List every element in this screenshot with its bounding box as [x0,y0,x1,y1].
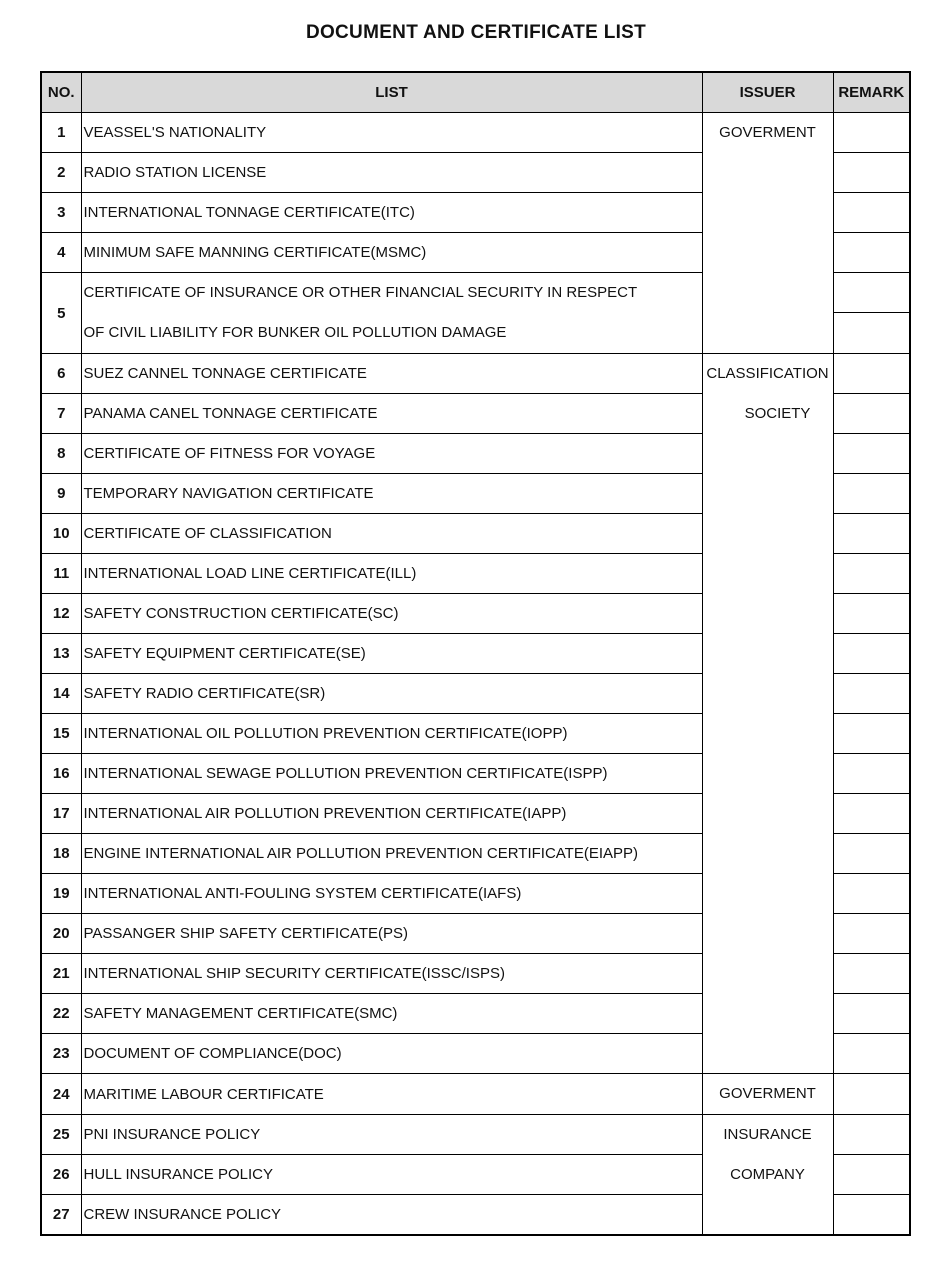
row-item: INTERNATIONAL OIL POLLUTION PREVENTION CERTIFICATE(IOPP) [81,714,702,754]
remark-cell[interactable] [833,834,910,874]
remark-cell[interactable] [833,874,910,914]
remark-cell[interactable] [833,1195,910,1236]
remark-cell[interactable] [833,113,910,153]
row-number: 20 [41,914,81,954]
row-item: INTERNATIONAL TONNAGE CERTIFICATE(ITC) [81,193,702,233]
row-item: CERTIFICATE OF FITNESS FOR VOYAGE [81,434,702,474]
remark-cell[interactable] [833,954,910,994]
remark-cell[interactable] [833,354,910,394]
row-number: 9 [41,474,81,514]
table-row [41,1074,910,1115]
row-item: VEASSEL'S NATIONALITY [81,113,702,153]
row-number: 13 [41,634,81,674]
row-item: RADIO STATION LICENSE [81,153,702,193]
row-number: 3 [41,193,81,233]
remark-cell[interactable] [833,674,910,714]
remark-cell[interactable] [833,634,910,674]
remark-cell[interactable] [833,1115,910,1155]
row-number: 23 [41,1034,81,1074]
issuer-goverment [702,1074,833,1115]
table-row [41,1115,910,1155]
row-item: PNI INSURANCE POLICY [81,1115,702,1155]
row-item: SUEZ CANNEL TONNAGE CERTIFICATE [81,354,702,394]
remark-cell[interactable] [833,1074,910,1115]
issuer-classification-society [702,354,833,1074]
row-number: 8 [41,434,81,474]
row-item: CERTIFICATE OF CLASSIFICATION [81,514,702,554]
row-item: SAFETY CONSTRUCTION CERTIFICATE(SC) [81,594,702,634]
row-number: 24 [41,1074,81,1115]
row-number: 2 [41,153,81,193]
remark-cell[interactable] [833,514,910,554]
row-number: 15 [41,714,81,754]
row-item: DOCUMENT OF COMPLIANCE(DOC) [81,1034,702,1074]
row-number: 22 [41,994,81,1034]
row-item: MINIMUM SAFE MANNING CERTIFICATE(MSMC) [81,233,702,273]
row-number: 27 [41,1195,81,1236]
row-item: SAFETY MANAGEMENT CERTIFICATE(SMC) [81,994,702,1034]
header-list: LIST [81,72,702,113]
row-item: INTERNATIONAL SHIP SECURITY CERTIFICATE(ISSC/ISPS) [81,954,702,994]
remark-cell[interactable] [833,594,910,634]
remark-cell[interactable] [833,554,910,594]
row-item: INTERNATIONAL LOAD LINE CERTIFICATE(ILL) [81,554,702,594]
remark-cell[interactable] [833,233,910,273]
row-number: 18 [41,834,81,874]
issuer-label: CLASSIFICATION [706,365,829,382]
row-number: 26 [41,1155,81,1195]
row-item: PANAMA CANEL TONNAGE CERTIFICATE [81,394,702,434]
remark-cell[interactable] [833,474,910,514]
table-row [41,354,910,394]
row-item: MARITIME LABOUR CERTIFICATE [81,1074,702,1115]
row-number: 25 [41,1115,81,1155]
remark-cell[interactable] [833,914,910,954]
row-number: 16 [41,754,81,794]
remark-cell[interactable] [833,273,910,354]
row-item: INTERNATIONAL SEWAGE POLLUTION PREVENTION CERTIFICATE(ISPP) [81,754,702,794]
remark-cell[interactable] [833,794,910,834]
header-no: NO. [41,72,81,113]
row-item: HULL INSURANCE POLICY [81,1155,702,1195]
row-item: CREW INSURANCE POLICY [81,1195,702,1236]
issuer-label: GOVERMENT [719,1085,816,1102]
row-item-line: OF CIVIL LIABILITY FOR BUNKER OIL POLLUTION DAMAGE [83,324,507,341]
row-item: ENGINE INTERNATIONAL AIR POLLUTION PREVENTION CERTIFICATE(EIAPP) [81,834,702,874]
issuer-goverment [702,113,833,354]
row-item: SAFETY RADIO CERTIFICATE(SR) [81,674,702,714]
remark-cell[interactable] [833,714,910,754]
row-item: TEMPORARY NAVIGATION CERTIFICATE [81,474,702,514]
certificate-table [40,71,911,1236]
remark-cell[interactable] [833,434,910,474]
row-number: 21 [41,954,81,994]
row-item-line: CERTIFICATE OF INSURANCE OR OTHER FINANCIAL SECURITY IN RESPECT [83,284,638,301]
row-item: INTERNATIONAL AIR POLLUTION PREVENTION CERTIFICATE(IAPP) [81,794,702,834]
row-number: 14 [41,674,81,714]
row-number: 19 [41,874,81,914]
row-number: 12 [41,594,81,634]
table-row [41,113,910,153]
row-item: SAFETY EQUIPMENT CERTIFICATE(SE) [81,634,702,674]
remark-subcell[interactable] [834,313,910,353]
issuer-label: INSURANCE [723,1126,812,1143]
header-issuer: ISSUER [702,72,833,113]
row-number: 6 [41,354,81,394]
remark-cell[interactable] [833,153,910,193]
remark-cell[interactable] [833,754,910,794]
issuer-insurance-company [702,1115,833,1236]
issuer-label: SOCIETY [744,405,811,422]
row-number: 5 [41,273,81,354]
row-number: 7 [41,394,81,434]
document-title: DOCUMENT AND CERTIFICATE LIST [305,22,647,43]
row-number: 11 [41,554,81,594]
remark-cell[interactable] [833,994,910,1034]
remark-cell[interactable] [833,193,910,233]
issuer-label: GOVERMENT [719,124,816,141]
remark-subcell[interactable] [834,273,910,313]
row-item [81,273,702,354]
row-number: 1 [41,113,81,153]
row-number: 10 [41,514,81,554]
issuer-label: COMPANY [730,1166,805,1183]
remark-cell[interactable] [833,1034,910,1074]
remark-cell[interactable] [833,394,910,434]
row-number: 17 [41,794,81,834]
row-item: INTERNATIONAL ANTI-FOULING SYSTEM CERTIFICATE(IAFS) [81,874,702,914]
row-number: 4 [41,233,81,273]
header-remark: REMARK [833,72,910,113]
remark-cell[interactable] [833,1155,910,1195]
row-item: PASSANGER SHIP SAFETY CERTIFICATE(PS) [81,914,702,954]
table-header-row [41,72,910,113]
